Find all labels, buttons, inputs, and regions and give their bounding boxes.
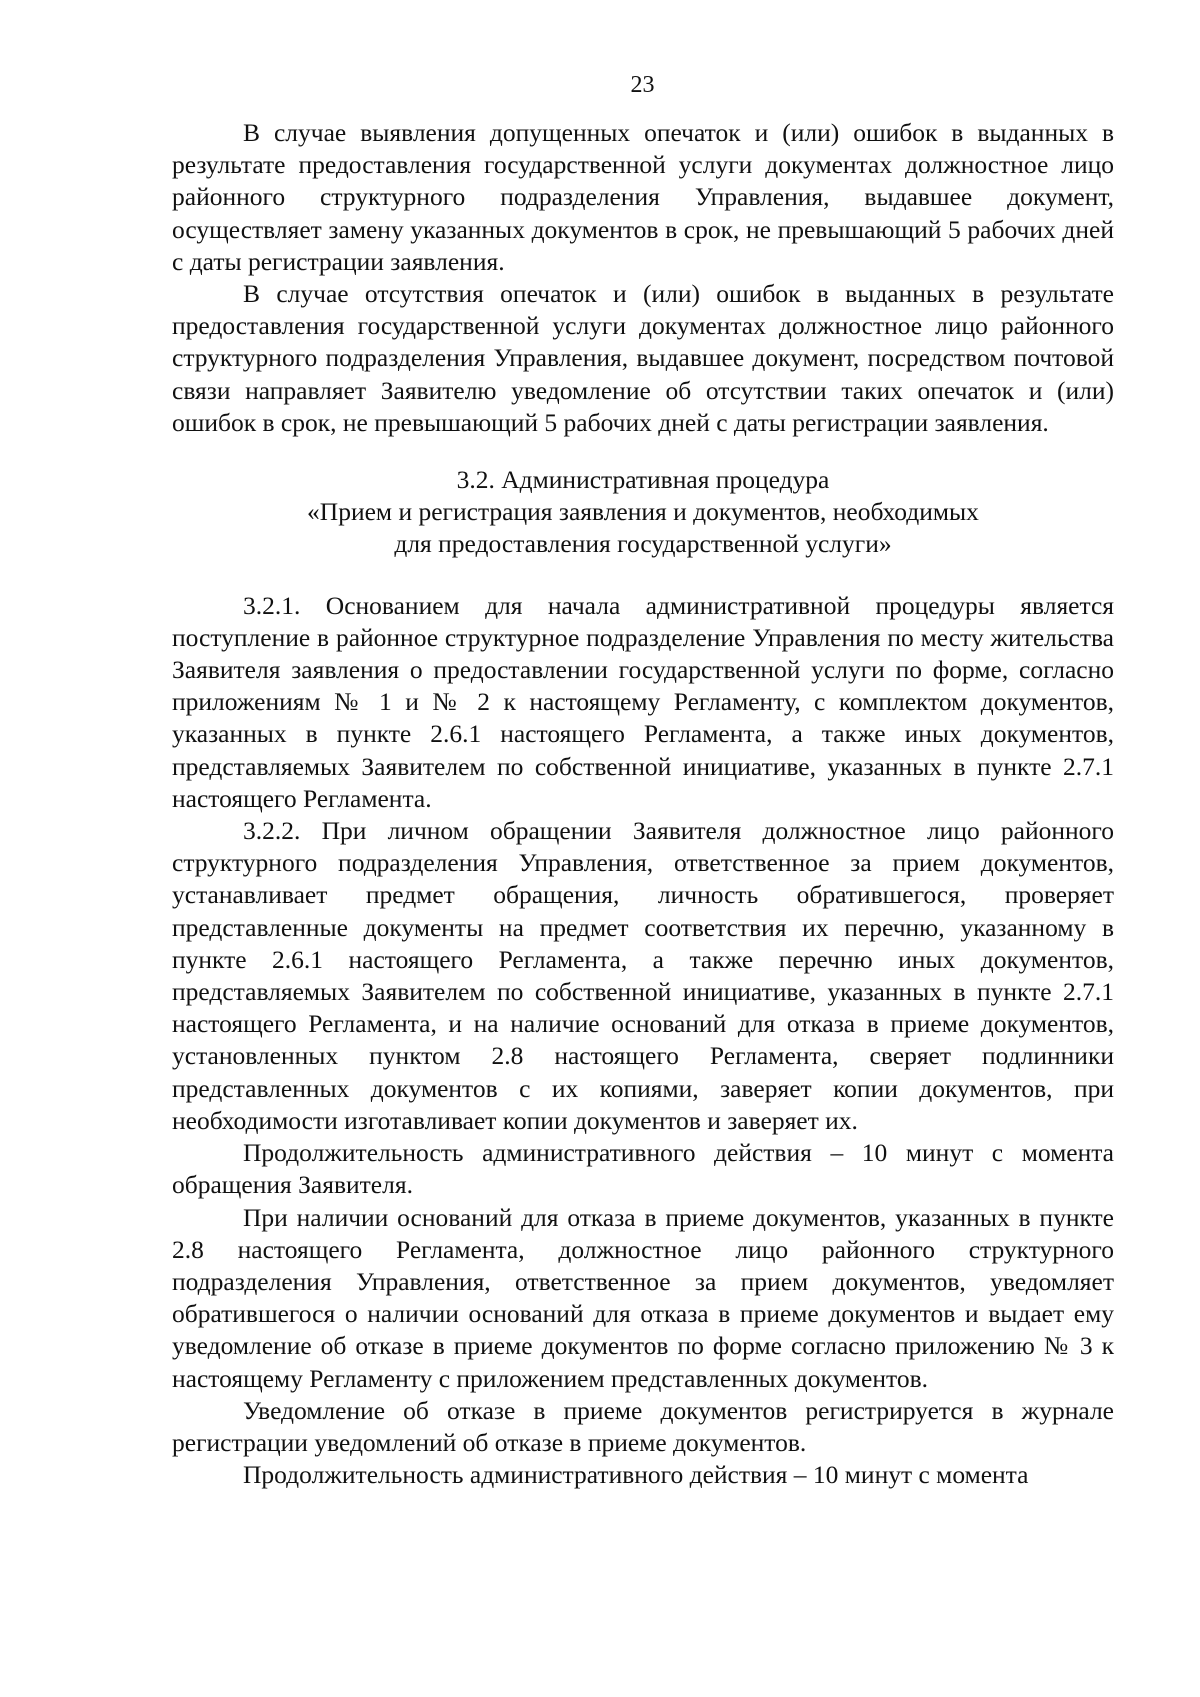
- paragraph-duration-1: Продолжительность административного действия – 10 минут с момента обращения Заявителя.: [172, 1138, 1114, 1200]
- paragraph-3-2-2: 3.2.2. При личном обращении Заявителя должностное лицо районного структурного подразделения Управления, ответственное за прием документов, устанавливает предмет обращения, личность обратившегося, проверяет представленные документы на предмет соответствия их перечню, указанному в пункте 2.6.1 настоящего Регламента, а также перечню иных документов, представляемых Заявителем по собственной инициативе, указанных в пункте 2.7.1 настоящего Регламента, и на наличие оснований для отказа в приеме документов, установленных пунктом 2.8 настоящего Регламента, сверяет подлинники представленных документов с их копиями, заверяет копии документов, при необходимости изготавливает копии документов и заверяет их.: [172, 816, 1114, 1135]
- section-heading-title: 3.2. Административная процедура: [456, 465, 830, 495]
- paragraph-3-2-1: 3.2.1. Основанием для начала административной процедуры является поступление в районное структурное подразделение Управления по месту жительства Заявителя заявления о предоставлении государственной услуги по форме, согласно приложениям № 1 и № 2 к настоящему Регламенту, с комплектом документов, указанных в пункте 2.6.1 настоящего Регламента, а также иных документов, представляемых Заявителем по собственной инициативе, указанных в пункте 2.7.1 настоящего Регламента.: [172, 590, 1114, 813]
- section-heading-subtitle-line-1: «Прием и регистрация заявления и документов, необходимых: [307, 497, 979, 527]
- paragraph-refusal-registration: Уведомление об отказе в приеме документов регистрируется в журнале регистрации уведомлений об отказе в приеме документов.: [172, 1395, 1114, 1457]
- document-body: [172, 117, 1114, 1491]
- paragraph-refusal-grounds: При наличии оснований для отказа в приеме документов, указанных в пункте 2.8 настоящего Регламента, должностное лицо районного структурного подразделения Управления, ответственное за прием документов, уведомляет обратившегося о наличии оснований для отказа в приеме документов и выдает ему уведомление об отказе в приеме документов по форме согласно приложению № 3 к настоящему Регламенту с приложением представленных документов.: [172, 1202, 1114, 1393]
- paragraph-typo-correction: В случае выявления допущенных опечаток и (или) ошибок в выданных в результате предоставления государственной услуги документах должностное лицо районного структурного подразделения Управления, выдавшее документ, осуществляет замену указанных документов в срок, не превышающий 5 рабочих дней с даты регистрации заявления.: [172, 118, 1114, 276]
- paragraph-duration-2: Продолжительность административного действия – 10 минут с момента: [243, 1460, 1029, 1490]
- paragraph-no-typos-notice: В случае отсутствия опечаток и (или) ошибок в выданных в результате предоставления государственной услуги документах должностное лицо районного структурного подразделения Управления, выдавшее документ, посредством почтовой связи направляет Заявителю уведомление об отсутствии таких опечаток и (или) ошибок в срок, не превышающий 5 рабочих дней с даты регистрации заявления.: [172, 279, 1114, 437]
- section-heading-subtitle-line-2: для предоставления государственной услуги»: [394, 529, 892, 559]
- page-number: 23: [630, 72, 655, 98]
- section-heading: [172, 464, 1114, 561]
